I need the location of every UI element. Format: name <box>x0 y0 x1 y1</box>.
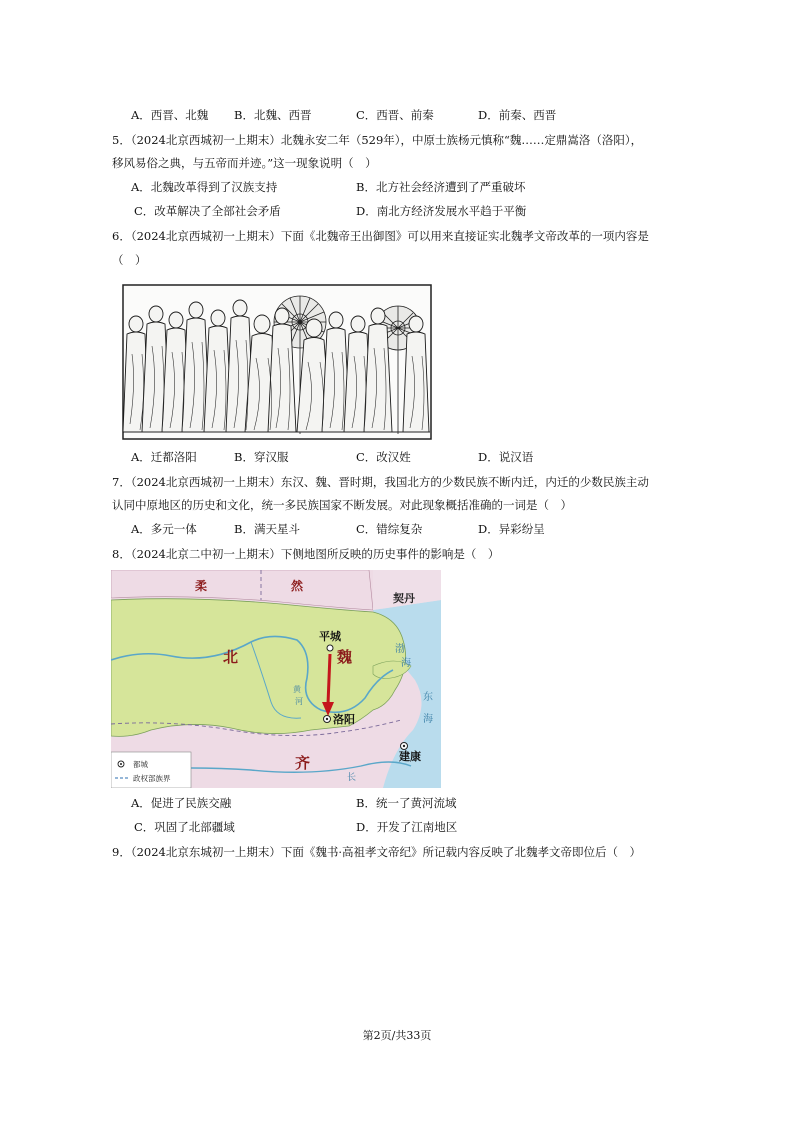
map-label-huanghe-1: 黄 <box>293 685 301 694</box>
q7-option-a: A．多元一体 <box>131 522 197 536</box>
q5-stem-line2: 移风易俗之典，与五帝而并迹。”这一现象说明（ ） <box>112 156 377 170</box>
map-label-chang: 长 <box>347 773 357 783</box>
q6-option-c: C．改汉姓 <box>356 450 411 464</box>
q5-option-d: D．南北方经济发展水平趋于平衡 <box>356 204 527 218</box>
q8-option-b: B．统一了黄河流域 <box>356 796 457 810</box>
q6-stem-line1: 6．（2024北京西城初一上期末）下面《北魏帝王出御图》可以用来直接证实北魏孝文帝改革的一项内容是 <box>112 229 649 243</box>
q8-stem: 8．（2024北京二中初一上期末）下侧地图所反映的历史事件的影响是（ ） <box>112 547 500 561</box>
map-label-qi: 齐 <box>295 754 311 772</box>
map-label-donghai-1: 东 <box>423 692 433 703</box>
q4-option-d: D．前秦、西晋 <box>478 108 557 122</box>
legend-border: 政权部族界 <box>133 774 171 783</box>
q7-stem-line1: 7．（2024北京西城初一上期末）东汉、魏、晋时期，我国北方的少数民族不断内迁，内迁的少数民族主动 <box>112 475 649 489</box>
q6-option-d: D．说汉语 <box>478 450 534 464</box>
map-label-huanghe-2: 河 <box>295 697 303 706</box>
map-label-bohai-1: 渤 <box>395 644 405 655</box>
q7-stem-line2: 认同中原地区的历史和文化，统一多民族国家不断发展。对此现象概括准确的一词是（ ） <box>112 498 572 512</box>
legend-capital: 都城 <box>133 760 148 769</box>
q5-option-a: A．北魏改革得到了汉族支持 <box>131 180 278 194</box>
northern-wei-map <box>111 570 441 788</box>
q9-stem: 9．（2024北京东城初一上期末）下面《魏书·高祖孝文帝纪》所记载内容反映了北魏孝文帝即位后（ ） <box>112 845 641 859</box>
map-label-bohai-2: 海 <box>401 658 411 669</box>
q7-option-d: D．异彩纷呈 <box>478 522 545 536</box>
q8-option-c: C．巩固了北部疆域 <box>134 820 235 834</box>
q4-option-c: C．西晋、前秦 <box>356 108 434 122</box>
map-label-luoyang: 洛阳 <box>333 713 355 726</box>
q7-option-b: B．满天星斗 <box>234 522 300 536</box>
q8-option-d: D．开发了江南地区 <box>356 820 458 834</box>
migration-arrow <box>328 654 330 704</box>
q4-option-a: A．西晋、北魏 <box>131 108 209 122</box>
q5-option-b: B．北方社会经济遭到了严重破坏 <box>356 180 526 194</box>
q5-option-c: C．改革解决了全部社会矛盾 <box>134 204 281 218</box>
q5-stem-line1: 5．（2024北京西城初一上期末）北魏永安二年（529年），中原士族杨元慎称“魏……定鼎嵩洛（洛阳）， <box>112 133 643 147</box>
q6-option-b: B．穿汉服 <box>234 450 289 464</box>
map-label-donghai-2: 海 <box>423 714 433 725</box>
map-label-rouran-2: 然 <box>291 579 304 593</box>
map-label-wei: 魏 <box>337 648 353 666</box>
q6-stem-line2: （ ） <box>112 253 147 267</box>
q7-option-c: C．错综复杂 <box>356 522 423 536</box>
q8-option-a: A．促进了民族交融 <box>131 796 232 810</box>
map-label-rouran-1: 柔 <box>195 579 208 593</box>
map-label-pingcheng: 平城 <box>319 630 341 643</box>
map-label-qidan: 契丹 <box>393 592 415 605</box>
q4-option-b: B．北魏、西晋 <box>234 108 312 122</box>
map-label-bei: 北 <box>223 648 239 666</box>
page-footer: 第2页/共33页 <box>362 1029 432 1042</box>
map-label-jiankang: 建康 <box>399 750 421 763</box>
procession-relief-image <box>122 284 432 440</box>
pingcheng-marker <box>327 645 333 651</box>
q6-option-a: A．迁都洛阳 <box>131 450 197 464</box>
